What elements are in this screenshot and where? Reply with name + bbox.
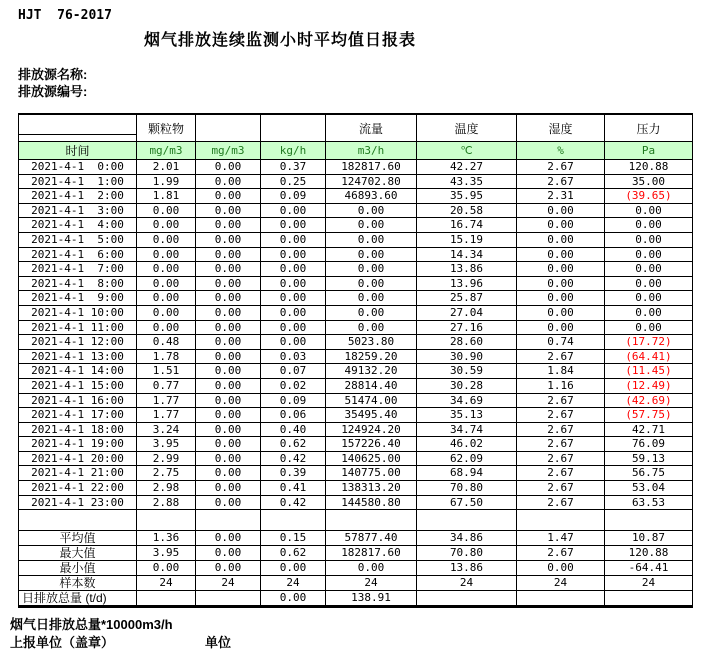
value-cell: 1.51	[137, 364, 196, 379]
value-cell: 0.00	[196, 305, 261, 320]
value-cell: 67.50	[417, 495, 517, 510]
empty-cell	[417, 510, 517, 531]
value-cell: 0.00	[517, 218, 605, 233]
summary-value-cell: 70.80	[417, 546, 517, 561]
value-cell: 42.27	[417, 160, 517, 175]
value-cell: 0.00	[196, 232, 261, 247]
time-cell: 2021-4-1 12:00	[19, 335, 137, 350]
hourly-data-row	[19, 364, 693, 379]
hourly-data-row	[19, 466, 693, 481]
value-cell: (42.69)	[605, 393, 693, 408]
value-cell: 0.00	[196, 422, 261, 437]
value-cell: 0.00	[261, 305, 326, 320]
summary-row	[19, 561, 693, 576]
value-cell: 2.75	[137, 466, 196, 481]
value-cell: 0.00	[196, 364, 261, 379]
summary-row	[19, 531, 693, 546]
value-cell: 0.00	[605, 291, 693, 306]
value-cell: 0.37	[261, 160, 326, 175]
value-cell: 0.00	[261, 335, 326, 350]
value-cell: 63.53	[605, 495, 693, 510]
group-header-row	[19, 114, 693, 142]
value-cell: 0.40	[261, 422, 326, 437]
value-cell: (57.75)	[605, 408, 693, 423]
summary-value-cell: 0.62	[261, 546, 326, 561]
value-cell: 30.90	[417, 349, 517, 364]
value-cell: 0.00	[196, 408, 261, 423]
value-cell: 0.00	[261, 262, 326, 277]
value-cell: 0.00	[137, 276, 196, 291]
value-cell: (39.65)	[605, 189, 693, 204]
value-cell: 2.67	[517, 451, 605, 466]
value-cell: (11.45)	[605, 364, 693, 379]
value-cell: 2.67	[517, 349, 605, 364]
value-cell: 0.07	[261, 364, 326, 379]
summary-value-cell: 24	[517, 576, 605, 591]
value-cell: 3.24	[137, 422, 196, 437]
value-cell: 1.78	[137, 349, 196, 364]
value-cell: 0.77	[137, 378, 196, 393]
empty-cell	[326, 510, 417, 531]
summary-value-cell	[196, 591, 261, 607]
hourly-data-row	[19, 393, 693, 408]
value-cell: 70.80	[417, 481, 517, 496]
summary-value-cell	[517, 591, 605, 607]
time-cell: 2021-4-1 13:00	[19, 349, 137, 364]
value-cell: 1.77	[137, 393, 196, 408]
unit-celsius: ℃	[417, 142, 517, 160]
value-cell: 42.71	[605, 422, 693, 437]
summary-value-cell: 138.91	[326, 591, 417, 607]
empty-cell	[605, 510, 693, 531]
hourly-data-row	[19, 218, 693, 233]
value-cell: 2.67	[517, 481, 605, 496]
time-cell: 2021-4-1 19:00	[19, 437, 137, 452]
time-cell: 2021-4-1 6:00	[19, 247, 137, 262]
summary-value-cell: 0.00	[261, 591, 326, 607]
value-cell: 43.35	[417, 174, 517, 189]
value-cell: 5023.80	[326, 335, 417, 350]
hourly-data-row	[19, 320, 693, 335]
value-cell: 0.00	[517, 262, 605, 277]
value-cell: 0.00	[196, 335, 261, 350]
hourly-data-row	[19, 422, 693, 437]
unit-pa: Pa	[605, 142, 693, 160]
value-cell: 0.00	[261, 203, 326, 218]
time-header: 时间	[19, 142, 137, 160]
value-cell: 0.42	[261, 451, 326, 466]
value-cell: 0.00	[261, 247, 326, 262]
summary-value-cell: 2.67	[517, 546, 605, 561]
value-cell: 0.00	[605, 276, 693, 291]
value-cell: 0.00	[605, 203, 693, 218]
value-cell: 0.39	[261, 466, 326, 481]
hourly-data-row	[19, 203, 693, 218]
hourly-data-row	[19, 174, 693, 189]
summary-value-cell: 120.88	[605, 546, 693, 561]
unit-percent: %	[517, 142, 605, 160]
hourly-data-row	[19, 276, 693, 291]
value-cell: 53.04	[605, 481, 693, 496]
value-cell: 27.04	[417, 305, 517, 320]
value-cell: 0.00	[196, 349, 261, 364]
hourly-data-row	[19, 262, 693, 277]
summary-value-cell: 34.86	[417, 531, 517, 546]
value-cell: 0.00	[137, 262, 196, 277]
summary-value-cell: 24	[137, 576, 196, 591]
value-cell: 0.00	[517, 305, 605, 320]
value-cell: 0.00	[517, 232, 605, 247]
value-cell: 3.95	[137, 437, 196, 452]
summary-value-cell: 182817.60	[326, 546, 417, 561]
value-cell: 0.25	[261, 174, 326, 189]
value-cell: 0.00	[605, 218, 693, 233]
value-cell: 120.88	[605, 160, 693, 175]
value-cell: 13.86	[417, 262, 517, 277]
value-cell: 140775.00	[326, 466, 417, 481]
value-cell: 0.00	[196, 451, 261, 466]
summary-row	[19, 546, 693, 561]
value-cell: 0.00	[196, 437, 261, 452]
value-cell: 0.00	[196, 160, 261, 175]
value-cell: 0.00	[196, 262, 261, 277]
value-cell: 0.06	[261, 408, 326, 423]
value-cell: 0.00	[196, 247, 261, 262]
summary-value-cell: 0.00	[196, 561, 261, 576]
value-cell: 14.34	[417, 247, 517, 262]
value-cell: 18259.20	[326, 349, 417, 364]
value-cell: 124924.20	[326, 422, 417, 437]
value-cell: 0.00	[261, 218, 326, 233]
value-cell: 0.00	[261, 232, 326, 247]
time-header-split-cell	[19, 114, 137, 142]
empty-cell	[261, 510, 326, 531]
value-cell: 15.19	[417, 232, 517, 247]
value-cell: 0.00	[517, 291, 605, 306]
summary-value-cell: 0.00	[196, 546, 261, 561]
value-cell: 0.00	[196, 393, 261, 408]
value-cell: 0.00	[137, 218, 196, 233]
value-cell: 30.59	[417, 364, 517, 379]
value-cell: 0.00	[605, 232, 693, 247]
summary-value-cell: 24	[605, 576, 693, 591]
time-cell: 2021-4-1 18:00	[19, 422, 137, 437]
value-cell: 0.00	[517, 203, 605, 218]
value-cell: 0.00	[196, 291, 261, 306]
value-cell: 0.00	[196, 466, 261, 481]
empty-cell	[196, 510, 261, 531]
value-cell: 0.09	[261, 393, 326, 408]
value-cell: 0.00	[196, 378, 261, 393]
value-cell: 0.42	[261, 495, 326, 510]
summary-value-cell: 0.00	[196, 531, 261, 546]
value-cell: 0.00	[196, 218, 261, 233]
value-cell: 1.84	[517, 364, 605, 379]
value-cell: 0.00	[196, 495, 261, 510]
spacer-row	[19, 510, 693, 531]
summary-value-cell: 0.00	[517, 561, 605, 576]
value-cell: 0.00	[137, 305, 196, 320]
time-cell: 2021-4-1 4:00	[19, 218, 137, 233]
unit-label: 单位	[205, 635, 232, 650]
value-cell: 0.00	[326, 305, 417, 320]
hourly-data-row	[19, 481, 693, 496]
hourly-data-row	[19, 437, 693, 452]
time-cell: 2021-4-1 3:00	[19, 203, 137, 218]
hourly-data-row	[19, 451, 693, 466]
hourly-data-row	[19, 349, 693, 364]
value-cell: 0.00	[196, 481, 261, 496]
time-cell: 2021-4-1 9:00	[19, 291, 137, 306]
value-cell: 0.00	[517, 247, 605, 262]
summary-value-cell	[605, 591, 693, 607]
value-cell: 34.74	[417, 422, 517, 437]
summary-value-cell: 10.87	[605, 531, 693, 546]
value-cell: 2.67	[517, 437, 605, 452]
value-cell: 0.00	[605, 262, 693, 277]
time-cell: 2021-4-1 14:00	[19, 364, 137, 379]
col-header-pressure: 压力	[605, 114, 693, 142]
hourly-data-row	[19, 232, 693, 247]
hourly-data-row	[19, 160, 693, 175]
unit-mg-m3-1: mg/m3	[137, 142, 196, 160]
col-header-temperature: 温度	[417, 114, 517, 142]
value-cell: 2.99	[137, 451, 196, 466]
value-cell: 2.67	[517, 174, 605, 189]
summary-value-cell: 0.00	[137, 561, 196, 576]
value-cell: 2.88	[137, 495, 196, 510]
source-code-label: 排放源编号:	[18, 84, 88, 99]
value-cell: 2.01	[137, 160, 196, 175]
hourly-data-row	[19, 408, 693, 423]
value-cell: 0.00	[196, 320, 261, 335]
time-cell: 2021-4-1 17:00	[19, 408, 137, 423]
empty-cell	[19, 510, 137, 531]
time-cell: 2021-4-1 0:00	[19, 160, 137, 175]
value-cell: 0.00	[261, 291, 326, 306]
summary-label: 最小值	[19, 561, 137, 576]
hourly-data-row	[19, 305, 693, 320]
value-cell: 51474.00	[326, 393, 417, 408]
summary-value-cell: 57877.40	[326, 531, 417, 546]
value-cell: 0.00	[137, 320, 196, 335]
time-cell: 2021-4-1 15:00	[19, 378, 137, 393]
value-cell: 0.00	[326, 218, 417, 233]
value-cell: 1.81	[137, 189, 196, 204]
value-cell: 35495.40	[326, 408, 417, 423]
hourly-data-row	[19, 247, 693, 262]
value-cell: 76.09	[605, 437, 693, 452]
source-name-label: 排放源名称:	[18, 67, 88, 82]
time-cell: 2021-4-1 2:00	[19, 189, 137, 204]
col-header-particulate: 颗粒物	[137, 114, 196, 142]
value-cell: 0.00	[517, 276, 605, 291]
value-cell: 0.00	[196, 203, 261, 218]
value-cell: 46893.60	[326, 189, 417, 204]
value-cell: 140625.00	[326, 451, 417, 466]
value-cell: 182817.60	[326, 160, 417, 175]
value-cell: 124702.80	[326, 174, 417, 189]
value-cell: 0.00	[326, 232, 417, 247]
value-cell: 0.00	[137, 232, 196, 247]
col-header-blank-1	[196, 114, 261, 142]
value-cell: 62.09	[417, 451, 517, 466]
value-cell: 46.02	[417, 437, 517, 452]
summary-label: 最大值	[19, 546, 137, 561]
value-cell: 1.77	[137, 408, 196, 423]
value-cell: 2.67	[517, 393, 605, 408]
unit-header-row	[19, 142, 693, 160]
summary-label: 平均值	[19, 531, 137, 546]
value-cell: 0.62	[261, 437, 326, 452]
value-cell: 0.74	[517, 335, 605, 350]
value-cell: 0.00	[137, 247, 196, 262]
value-cell: 0.00	[326, 247, 417, 262]
value-cell: 0.00	[326, 276, 417, 291]
value-cell: 0.00	[196, 189, 261, 204]
hourly-data-row	[19, 291, 693, 306]
summary-row	[19, 576, 693, 591]
value-cell: 34.69	[417, 393, 517, 408]
summary-value-cell: 0.15	[261, 531, 326, 546]
value-cell: 0.00	[326, 203, 417, 218]
summary-value-cell: 3.95	[137, 546, 196, 561]
value-cell: (12.49)	[605, 378, 693, 393]
summary-value-cell: 0.00	[326, 561, 417, 576]
empty-cell	[517, 510, 605, 531]
value-cell: 16.74	[417, 218, 517, 233]
summary-value-cell: 24	[261, 576, 326, 591]
report-title: 烟气排放连续监测小时平均值日报表	[143, 32, 416, 49]
value-cell: 2.67	[517, 422, 605, 437]
value-cell: 49132.20	[326, 364, 417, 379]
summary-label: 日排放总量 (t/d)	[19, 591, 137, 607]
value-cell: 28.60	[417, 335, 517, 350]
value-cell: 0.00	[605, 305, 693, 320]
time-cell: 2021-4-1 23:00	[19, 495, 137, 510]
time-cell: 2021-4-1 8:00	[19, 276, 137, 291]
value-cell: 2.67	[517, 160, 605, 175]
value-cell: 20.58	[417, 203, 517, 218]
summary-row	[19, 591, 693, 607]
summary-value-cell: 1.47	[517, 531, 605, 546]
value-cell: 0.00	[326, 320, 417, 335]
summary-label: 样本数	[19, 576, 137, 591]
value-cell: 0.00	[261, 276, 326, 291]
value-cell: 0.00	[517, 320, 605, 335]
summary-value-cell	[137, 591, 196, 607]
time-cell: 2021-4-1 7:00	[19, 262, 137, 277]
value-cell: 35.00	[605, 174, 693, 189]
hourly-data-row	[19, 495, 693, 510]
value-cell: 138313.20	[326, 481, 417, 496]
time-cell: 2021-4-1 10:00	[19, 305, 137, 320]
hourly-data-row	[19, 189, 693, 204]
split-divider	[19, 121, 136, 135]
value-cell: 0.48	[137, 335, 196, 350]
time-cell: 2021-4-1 11:00	[19, 320, 137, 335]
summary-value-cell: 0.00	[261, 561, 326, 576]
empty-cell	[137, 510, 196, 531]
value-cell: 35.95	[417, 189, 517, 204]
value-cell: 0.00	[605, 320, 693, 335]
total-emission-note: 烟气日排放总量*10000m3/h	[10, 617, 173, 632]
value-cell: 2.31	[517, 189, 605, 204]
col-header-flow: 流量	[326, 114, 417, 142]
col-header-humidity: 湿度	[517, 114, 605, 142]
value-cell: 25.87	[417, 291, 517, 306]
value-cell: 2.67	[517, 495, 605, 510]
value-cell: (17.72)	[605, 335, 693, 350]
value-cell: 13.96	[417, 276, 517, 291]
value-cell: 1.16	[517, 378, 605, 393]
value-cell: 68.94	[417, 466, 517, 481]
unit-mg-m3-2: mg/m3	[196, 142, 261, 160]
value-cell: 0.03	[261, 349, 326, 364]
value-cell: 59.13	[605, 451, 693, 466]
value-cell: 0.00	[326, 262, 417, 277]
value-cell: 0.02	[261, 378, 326, 393]
time-cell: 2021-4-1 20:00	[19, 451, 137, 466]
reporting-unit-label: 上报单位（盖章）	[10, 635, 115, 650]
hourly-data-row	[19, 378, 693, 393]
value-cell: 157226.40	[326, 437, 417, 452]
value-cell: 0.00	[137, 291, 196, 306]
unit-kg-h: kg/h	[261, 142, 326, 160]
time-cell: 2021-4-1 21:00	[19, 466, 137, 481]
time-cell: 2021-4-1 5:00	[19, 232, 137, 247]
value-cell: 0.09	[261, 189, 326, 204]
value-cell: 0.00	[196, 174, 261, 189]
summary-value-cell: -64.41	[605, 561, 693, 576]
unit-m3-h: m3/h	[326, 142, 417, 160]
summary-value-cell: 13.86	[417, 561, 517, 576]
summary-value-cell: 24	[326, 576, 417, 591]
value-cell: 56.75	[605, 466, 693, 481]
value-cell: 28814.40	[326, 378, 417, 393]
value-cell: 35.13	[417, 408, 517, 423]
value-cell: 2.67	[517, 466, 605, 481]
standard-code: HJT 76-2017	[18, 8, 112, 23]
value-cell: 0.00	[261, 320, 326, 335]
value-cell: 0.00	[196, 276, 261, 291]
value-cell: 0.41	[261, 481, 326, 496]
time-cell: 2021-4-1 22:00	[19, 481, 137, 496]
summary-value-cell	[417, 591, 517, 607]
value-cell: 30.28	[417, 378, 517, 393]
value-cell: 1.99	[137, 174, 196, 189]
hourly-data-row	[19, 335, 693, 350]
summary-value-cell: 24	[196, 576, 261, 591]
value-cell: 144580.80	[326, 495, 417, 510]
value-cell: 2.67	[517, 408, 605, 423]
summary-value-cell: 24	[417, 576, 517, 591]
summary-value-cell: 1.36	[137, 531, 196, 546]
value-cell: 0.00	[605, 247, 693, 262]
value-cell: (64.41)	[605, 349, 693, 364]
col-header-blank-2	[261, 114, 326, 142]
value-cell: 27.16	[417, 320, 517, 335]
time-cell: 2021-4-1 16:00	[19, 393, 137, 408]
value-cell: 0.00	[326, 291, 417, 306]
emission-report-table	[18, 113, 693, 608]
value-cell: 2.98	[137, 481, 196, 496]
value-cell: 0.00	[137, 203, 196, 218]
time-cell: 2021-4-1 1:00	[19, 174, 137, 189]
